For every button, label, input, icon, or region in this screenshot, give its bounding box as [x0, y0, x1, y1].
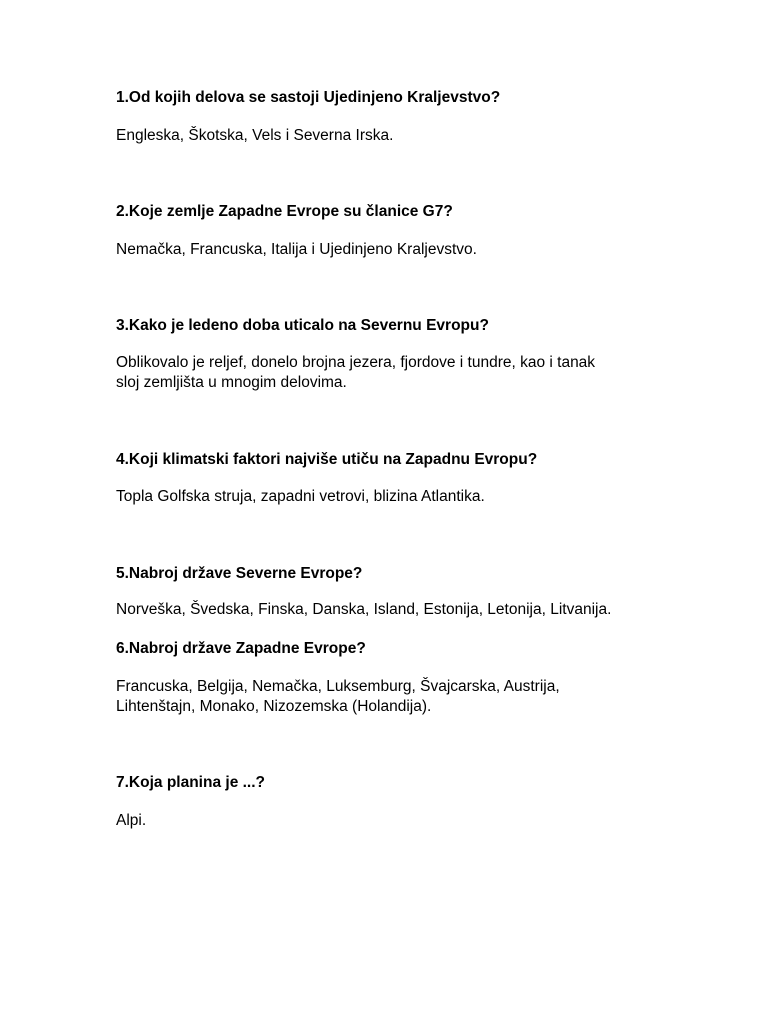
qa-item-4	[116, 450, 656, 470]
qa-item-1	[116, 88, 656, 108]
answer-text: Alpi.	[116, 812, 147, 829]
question-text: 4.Koji klimatski faktori najviše utiču na Zapadnu Evropu?	[116, 451, 538, 468]
answer-text-line-1: Oblikovalo je reljef, donelo brojna jezera, fjordove i tundre, kao i tanak	[116, 354, 596, 371]
qa-answer-1	[116, 126, 656, 146]
qa-answer-3	[116, 353, 656, 393]
qa-item-7	[116, 773, 656, 793]
answer-text: Norveška, Švedska, Finska, Danska, Island, Estonija, Letonija, Litvanija.	[116, 601, 612, 618]
question-text: 5.Nabroj države Severne Evrope?	[116, 565, 363, 582]
qa-item-5	[116, 564, 656, 584]
answer-text-line-2: sloj zemljišta u mnogim delovima.	[116, 374, 347, 391]
qa-answer-7	[116, 811, 656, 831]
question-text: 2.Koje zemlje Zapadne Evrope su članice G7?	[116, 203, 453, 220]
qa-item-6	[116, 639, 656, 659]
question-text: 1.Od kojih delova se sastoji Ujedinjeno Kraljevstvo?	[116, 89, 501, 106]
qa-item-2	[116, 202, 656, 222]
qa-answer-2	[116, 240, 656, 260]
qa-answer-4	[116, 487, 656, 507]
answer-text: Topla Golfska struja, zapadni vetrovi, blizina Atlantika.	[116, 488, 485, 505]
qa-answer-5	[116, 600, 656, 620]
qa-item-3	[116, 316, 656, 336]
answer-text: Engleska, Škotska, Vels i Severna Irska.	[116, 127, 394, 144]
qa-answer-6	[116, 677, 656, 717]
question-text: 3.Kako je ledeno doba uticalo na Severnu Evropu?	[116, 317, 489, 334]
answer-text-line-1: Francuska, Belgija, Nemačka, Luksemburg, Švajcarska, Austrija,	[116, 678, 560, 695]
answer-text-line-2: Lihtenštajn, Monako, Nizozemska (Holandija).	[116, 698, 432, 715]
question-text: 7.Koja planina je ...?	[116, 774, 266, 791]
answer-text: Nemačka, Francuska, Italija i Ujedinjeno Kraljevstvo.	[116, 241, 477, 258]
question-text: 6.Nabroj države Zapadne Evrope?	[116, 640, 366, 657]
